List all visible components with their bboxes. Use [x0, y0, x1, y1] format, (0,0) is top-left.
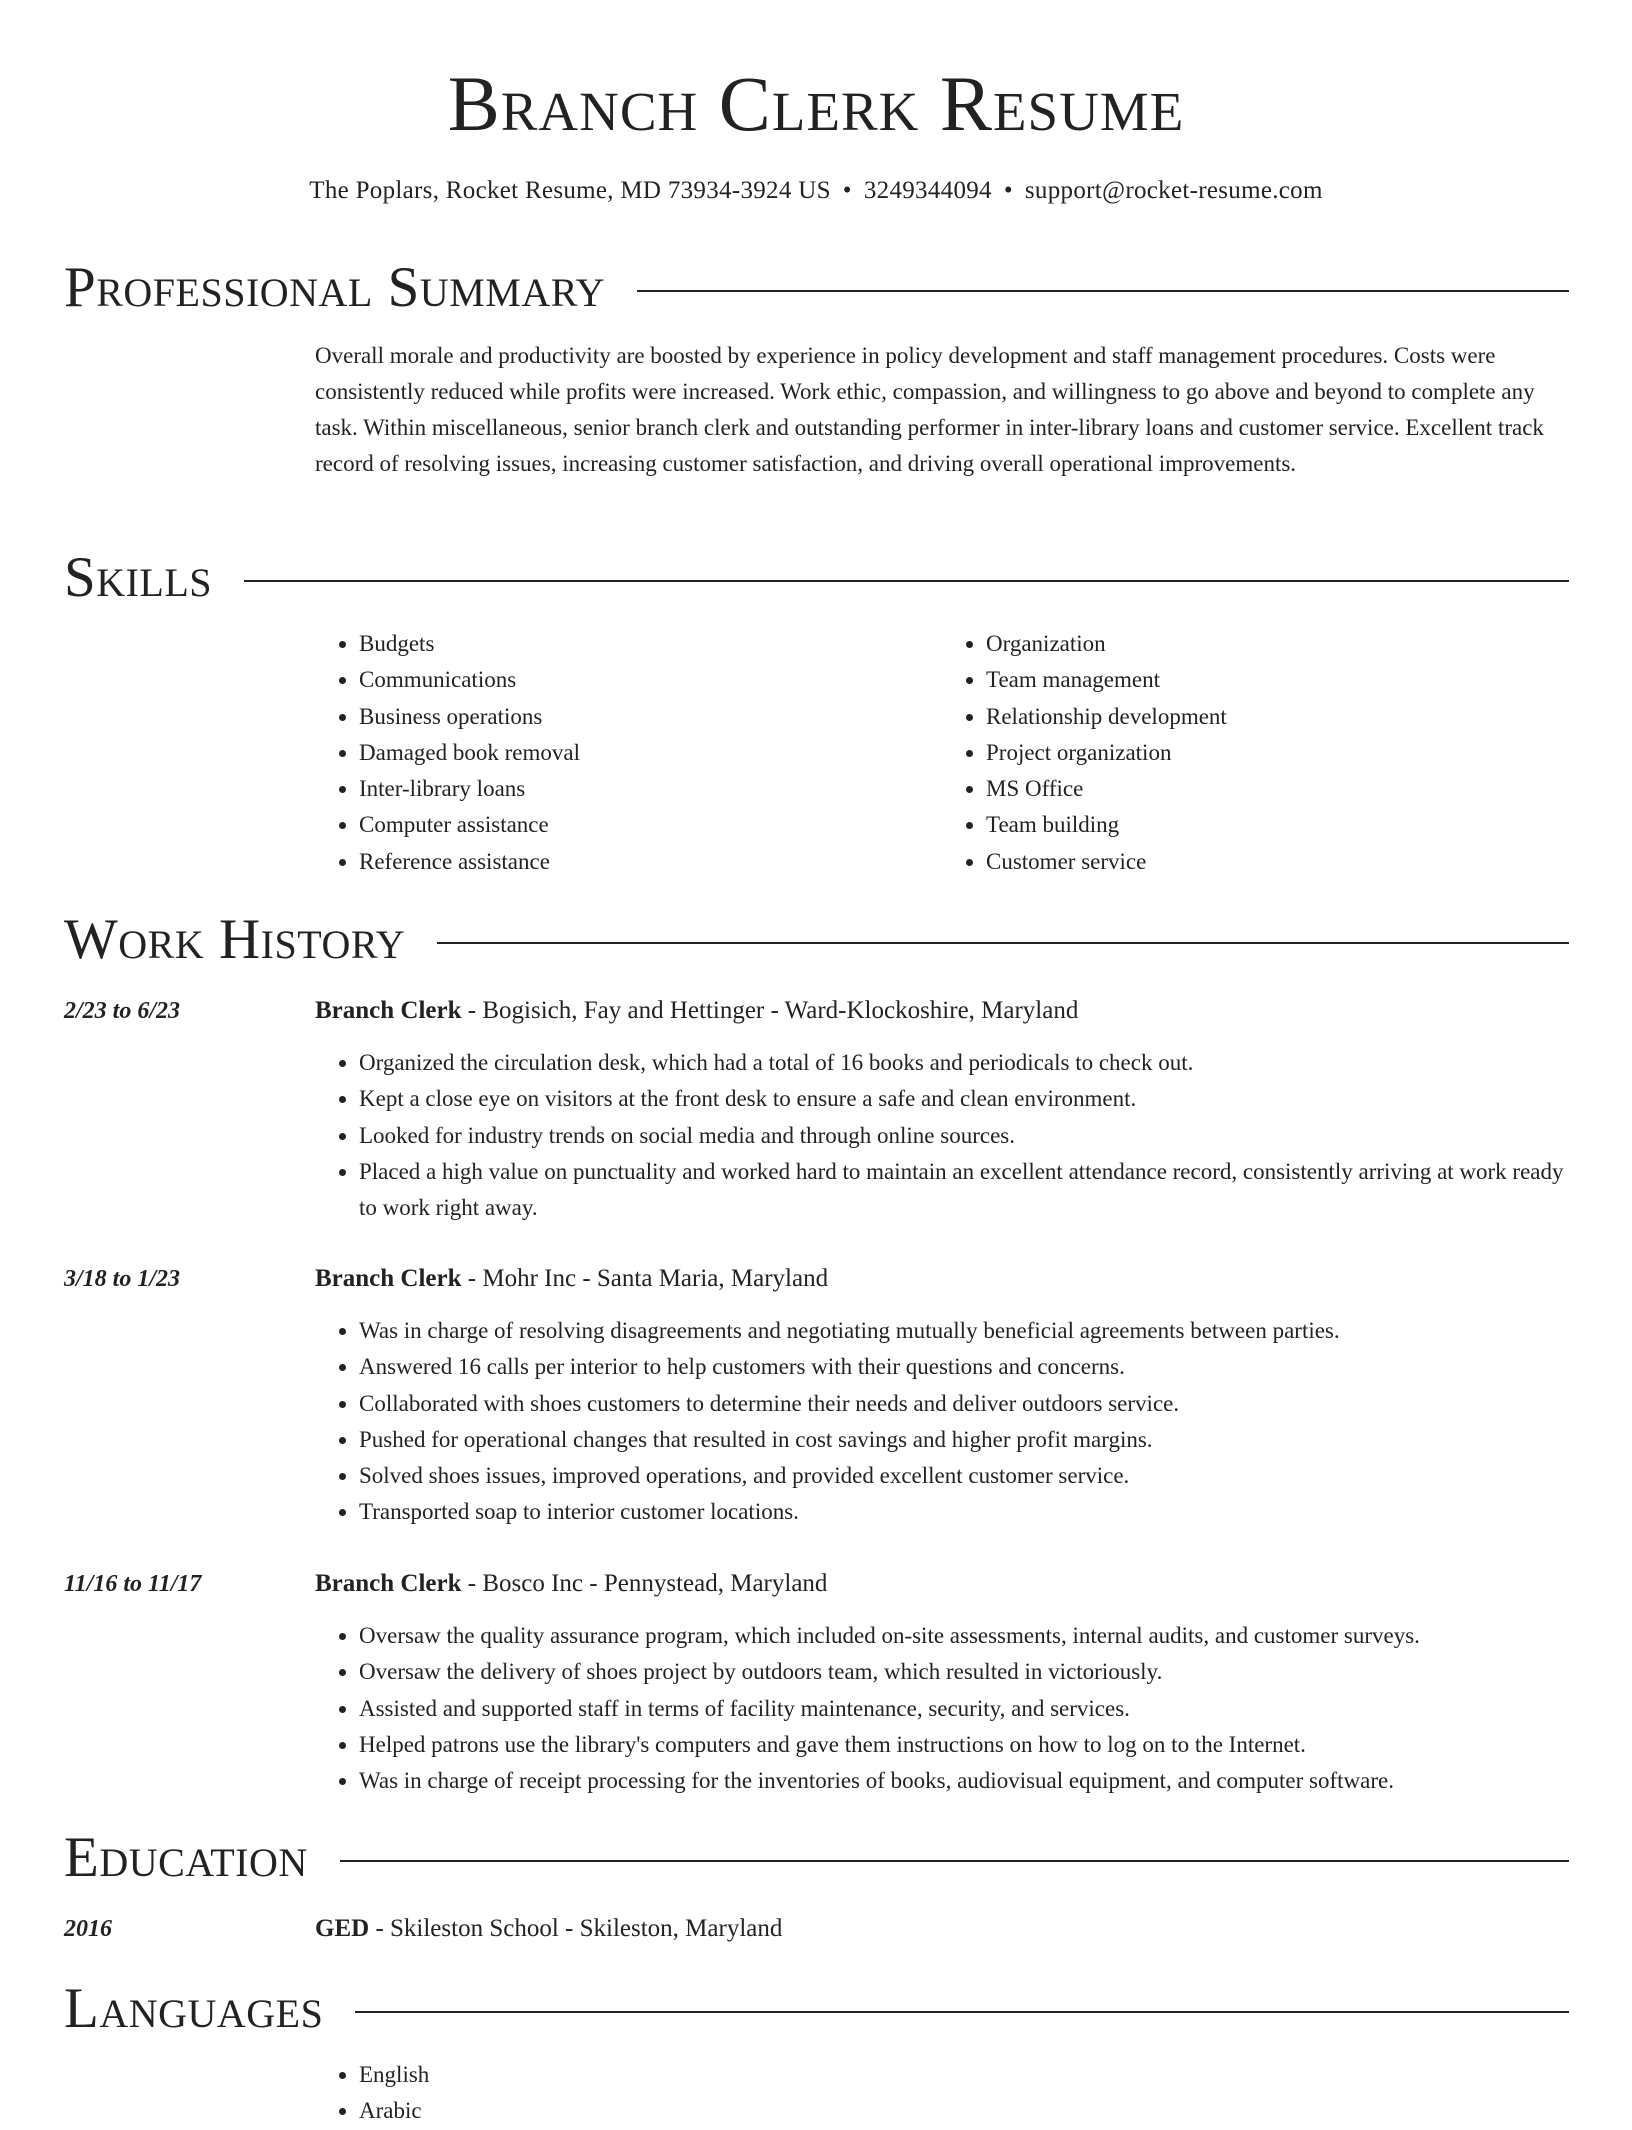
- work-history-section: [64, 908, 1569, 972]
- job-employer: - Bogisich, Fay and Hettinger - Ward-Klockoshire, Maryland: [461, 997, 1079, 1024]
- education-school: - Skileston School - Skileston, Maryland: [369, 1915, 783, 1942]
- job-bullet: • Oversaw the quality assurance program, which included on-site assessments, internal audits, and customer surveys.: [359, 1618, 1569, 1654]
- skills-list: [315, 626, 1569, 880]
- languages-section: [64, 1977, 1569, 2130]
- skill-item: • Inter-library loans: [359, 771, 942, 807]
- resume-title: Branch Clerk Resume: [447, 60, 1185, 147]
- language-item: • English: [359, 2057, 1569, 2093]
- language-item: • Arabic: [359, 2093, 1569, 2129]
- skill-item: • Business operations: [359, 699, 942, 735]
- job-bullet: • Pushed for operational changes that resulted in cost savings and higher profit margins.: [359, 1422, 1569, 1458]
- section-header: [64, 256, 1569, 320]
- job-dates: 11/16 to 11/17: [64, 1570, 202, 1597]
- section-title: Skills: [64, 546, 213, 609]
- section-rule: [355, 2011, 1569, 2013]
- education-year: 2016: [64, 1915, 112, 1942]
- phone: 3249344094: [863, 177, 992, 204]
- job-bullet: • Was in charge of receipt processing for the inventories of books, audiovisual equipment, and computer software.: [359, 1763, 1569, 1799]
- skills-column-right: [942, 626, 1569, 880]
- skill-item: • Organization: [986, 626, 1569, 662]
- job-entry: [64, 1261, 1569, 1531]
- section-rule: [244, 580, 1569, 582]
- education-line: [315, 1915, 782, 1943]
- job-title-line: [315, 997, 1078, 1025]
- contact-line: [0, 174, 1632, 208]
- section-rule: [437, 942, 1569, 944]
- address: The Poplars, Rocket Resume, MD 73934-3924 US: [309, 177, 831, 204]
- section-rule: [637, 290, 1569, 292]
- job-title-line: [315, 1265, 828, 1293]
- section-header: [64, 546, 1569, 610]
- skill-item: • Team building: [986, 807, 1569, 843]
- job-bullets: [315, 1045, 1569, 1226]
- skill-item: • Customer service: [986, 844, 1569, 880]
- job-entry: [64, 1566, 1569, 1799]
- job-bullet: • Collaborated with shoes customers to determine their needs and deliver outdoors service.: [359, 1386, 1569, 1422]
- job-bullet: • Kept a close eye on visitors at the front desk to ensure a safe and clean environment.: [359, 1081, 1569, 1117]
- languages-list: [315, 2057, 1569, 2130]
- job-dates: 3/18 to 1/23: [64, 1265, 181, 1292]
- skill-item: • Damaged book removal: [359, 735, 942, 771]
- summary-section: [64, 256, 1569, 482]
- job-title-line: [315, 1570, 827, 1598]
- section-header: [64, 1826, 1569, 1890]
- job-entry: [64, 993, 1569, 1226]
- skill-item: • Computer assistance: [359, 807, 942, 843]
- job-title: Branch Clerk: [315, 997, 462, 1024]
- job-employer: - Mohr Inc - Santa Maria, Maryland: [461, 1265, 829, 1292]
- separator: •: [1003, 177, 1013, 204]
- email: support@rocket-resume.com: [1024, 177, 1323, 204]
- education-entry: [64, 1911, 1569, 1947]
- job-bullets: [315, 1618, 1569, 1799]
- job-bullet: • Oversaw the delivery of shoes project by outdoors team, which resulted in victoriously.: [359, 1654, 1569, 1690]
- skill-item: • Team management: [986, 662, 1569, 698]
- section-title: Professional Summary: [64, 256, 606, 319]
- job-employer: - Bosco Inc - Pennystead, Maryland: [461, 1570, 828, 1597]
- job-bullet: • Transported soap to interior customer locations.: [359, 1494, 1569, 1530]
- skills-section: [64, 546, 1569, 880]
- education-degree: GED: [315, 1915, 370, 1942]
- skill-item: • Budgets: [359, 626, 942, 662]
- section-header: [64, 1977, 1569, 2041]
- job-bullet: • Looked for industry trends on social media and through online sources.: [359, 1118, 1569, 1154]
- skills-column-left: [315, 626, 942, 880]
- separator: •: [842, 177, 852, 204]
- job-bullet: • Helped patrons use the library's computers and gave them instructions on how to log on to the Internet.: [359, 1727, 1569, 1763]
- skill-item: • Project organization: [986, 735, 1569, 771]
- section-rule: [340, 1860, 1569, 1862]
- job-bullet: • Solved shoes issues, improved operations, and provided excellent customer service.: [359, 1458, 1569, 1494]
- job-bullet: • Assisted and supported staff in terms of facility maintenance, security, and services.: [359, 1691, 1569, 1727]
- education-section: [64, 1826, 1569, 1890]
- job-bullet: • Answered 16 calls per interior to help customers with their questions and concerns.: [359, 1349, 1569, 1385]
- skill-item: • MS Office: [986, 771, 1569, 807]
- job-title: Branch Clerk: [315, 1570, 462, 1597]
- section-header: [64, 908, 1569, 972]
- job-bullets: [315, 1313, 1569, 1531]
- section-title: Work History: [64, 908, 406, 971]
- summary-text: Overall morale and productivity are boosted by experience in policy development and staff management procedures. Costs were consistently reduced while profits were increased. Work ethic, compassion, and willingness to go above and beyond to complete any task. Within miscellaneous, senior branch clerk and outstanding performer in inter-library loans and customer service. Excellent track record of resolving issues, increasing customer satisfaction, and driving overall operational improvements.: [315, 343, 1544, 476]
- skill-item: • Reference assistance: [359, 844, 942, 880]
- job-bullet: • Was in charge of resolving disagreements and negotiating mutually beneficial agreements between parties.: [359, 1313, 1569, 1349]
- job-title: Branch Clerk: [315, 1265, 462, 1292]
- skill-item: • Communications: [359, 662, 942, 698]
- skill-item: • Relationship development: [986, 699, 1569, 735]
- section-title: Languages: [64, 1977, 324, 2040]
- job-bullet: • Placed a high value on punctuality and worked hard to maintain an excellent attendance record, consistently arriving at work ready to work right away.: [359, 1154, 1569, 1227]
- section-title: Education: [64, 1826, 308, 1889]
- job-dates: 2/23 to 6/23: [64, 997, 181, 1024]
- job-bullet: • Organized the circulation desk, which had a total of 16 books and periodicals to check out.: [359, 1045, 1569, 1081]
